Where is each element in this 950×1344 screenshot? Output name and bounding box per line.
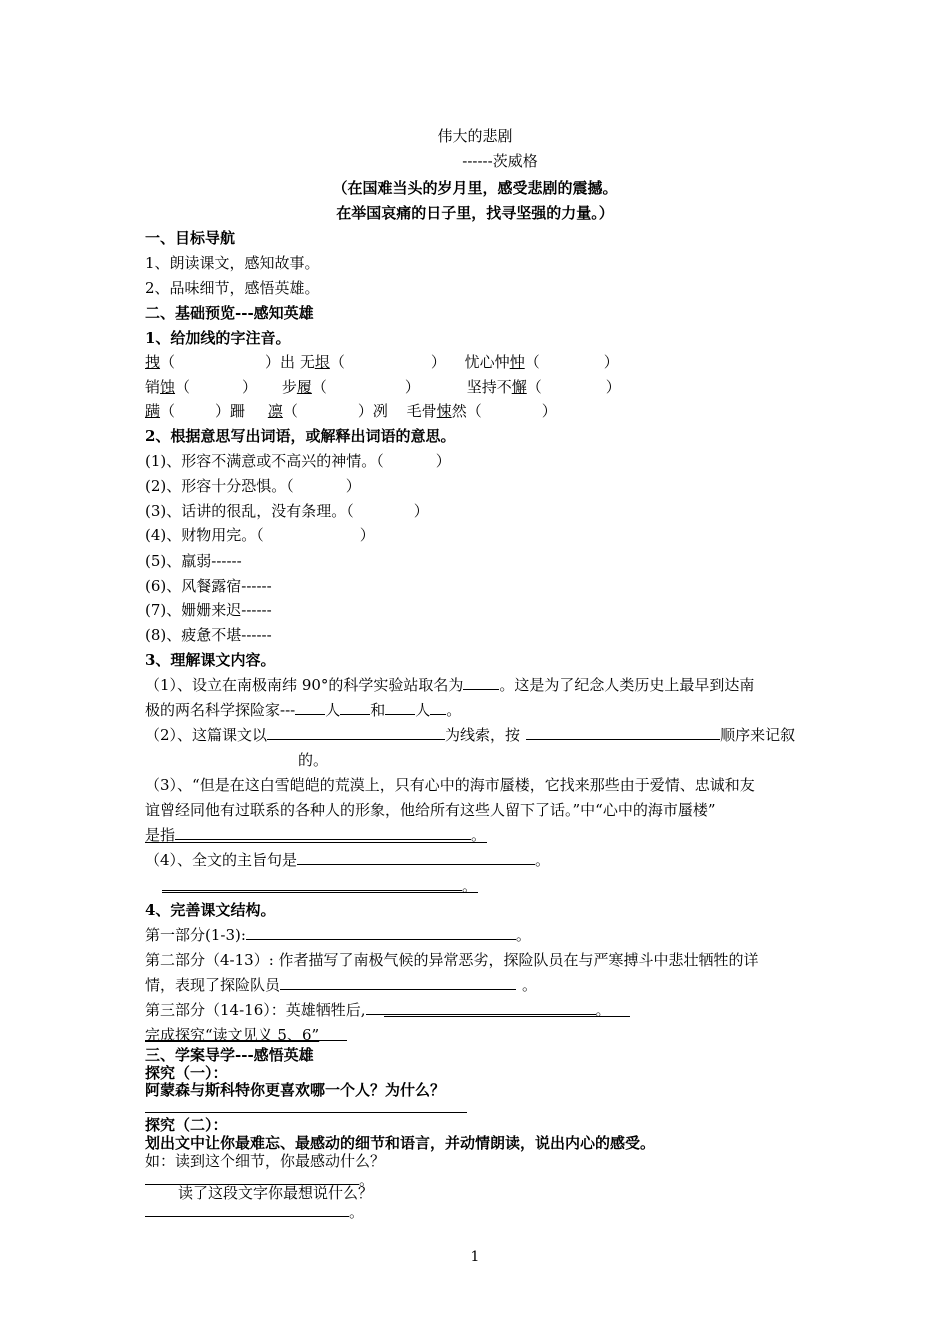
answer-blank[interactable]	[295, 700, 325, 715]
pinyin-char: 懈	[511, 378, 527, 396]
answer-line[interactable]	[145, 1112, 467, 1113]
motto-line-1: （在国难当头的岁月里，感受悲剧的震撼。	[332, 179, 618, 197]
pinyin-char: 垠	[314, 353, 330, 371]
vocab-item: (3)、话讲的很乱，没有条理。（ ）	[145, 502, 429, 520]
question-3-title: 3、理解课文内容。	[145, 651, 276, 669]
structure-part-1: 第一部分(1-3): 。	[145, 926, 531, 944]
page-title: 伟大的悲剧	[437, 127, 513, 145]
explore-2-question: 划出文中让你最难忘、最感动的细节和语言，并动情朗读，说出内心的感受。	[145, 1134, 656, 1152]
explore-2-hint-2: 读了这段文字你最想说什么？	[178, 1184, 374, 1202]
page-number: 1	[470, 1249, 480, 1265]
motto-line-2: 在举国哀痛的日子里，找寻坚强的力量。）	[336, 204, 614, 222]
answer-blank[interactable]	[463, 675, 499, 690]
vocab-item: (7)、姗姗来迟------	[145, 601, 272, 619]
explore-2-answer-2: 。	[145, 1202, 364, 1222]
q3-3-line-3: 是指 。	[145, 826, 487, 844]
section-1-heading: 一、目标导航	[145, 229, 236, 247]
underline-rule	[162, 892, 478, 893]
answer-blank[interactable]	[385, 700, 415, 715]
answer-blank[interactable]	[267, 725, 445, 740]
pinyin-char: 蚀	[160, 378, 176, 396]
q3-1-line-1: （1）、设立在南极南纬 90°的科学实验站取名为 。这是为了纪念人类历史上最早到达南	[145, 676, 755, 694]
q3-4-line-2: 。	[162, 876, 477, 896]
section-3-heading: 三、学案导学---感悟英雄	[145, 1046, 314, 1064]
vocab-item: (1)、形容不满意或不高兴的神情。（ ）	[145, 452, 451, 470]
pinyin-row-1: 拽（ ）出 无垠（ ） 忧心忡忡（ ）	[145, 353, 619, 371]
q3-2-line-1: （2）、这篇课文以 为线索，按 顺序来记叙	[145, 726, 796, 744]
q3-1-line-2: 极的两名科学探险家--- 人 和 人 。	[145, 701, 462, 719]
structure-part-2-line-1: 第二部分（4-13）: 作者描写了南极气候的异常恶劣，探险队员在与严寒搏斗中悲壮牺牲的详	[145, 951, 759, 969]
structure-part-3: 第三部分（14-16）：英雄牺牲后, 。	[145, 1001, 611, 1019]
answer-blank[interactable]	[340, 700, 370, 715]
section-2-heading: 二、基础预览---感知英雄	[145, 304, 314, 322]
pinyin-char: 拽	[145, 353, 161, 371]
pinyin-char: 履	[296, 378, 312, 396]
answer-blank[interactable]	[246, 925, 516, 940]
underline-rule	[145, 1040, 347, 1041]
explore-2-title: 探究（二）：	[145, 1116, 228, 1134]
answer-blank[interactable]	[175, 825, 471, 840]
answer-blank[interactable]	[297, 850, 535, 865]
explore-2-hint-1: 如：读到这个细节，你最感动什么？	[145, 1152, 386, 1170]
q3-3-line-1: （3）、“但是在这白雪皑皑的荒漠上，只有心中的海市蜃楼，它找来那些由于爱情、忠诚和友	[145, 776, 755, 794]
answer-blank[interactable]	[145, 1202, 349, 1217]
underline-rule	[384, 1016, 630, 1017]
question-4-title: 4、完善课文结构。	[145, 901, 276, 919]
explore-1-title: 探究（一）：	[145, 1064, 228, 1082]
question-1-title: 1、给加线的字注音。	[145, 329, 291, 347]
structure-part-2-line-2: 情，表现了探险队员 。	[145, 976, 538, 994]
answer-blank[interactable]	[526, 725, 720, 740]
explore-1-question: 阿蒙森与斯科特你更喜欢哪一个人？为什么？	[145, 1081, 446, 1099]
answer-blank[interactable]	[366, 1000, 596, 1015]
q3-2-line-2: 的。	[298, 751, 329, 769]
pinyin-char: 悚	[436, 402, 452, 420]
pinyin-row-2: 销蚀（ ） 步履（ ） 坚持不懈（ ）	[145, 378, 621, 396]
q3-4-line-1: （4）、全文的主旨句是 。	[145, 851, 551, 869]
explore-note: 完成探究“读文见义 5、6”	[145, 1026, 320, 1044]
author-line: ------茨威格	[462, 152, 538, 170]
pinyin-char: 蹒	[145, 402, 161, 420]
vocab-item: (5)、羸弱------	[145, 552, 242, 570]
pinyin-char: 凛	[267, 402, 283, 420]
goal-item-2: 2、品味细节，感悟英雄。	[145, 279, 320, 297]
pinyin-row-3: 蹒（ ）跚 凛（ ）冽 毛骨悚然（ ）	[145, 402, 557, 420]
vocab-item: (8)、疲惫不堪------	[145, 626, 272, 644]
q3-3-line-2: 谊曾经同他有过联系的各种人的形象，他给所有这些人留下了话。”中“心中的海市蜃楼”	[145, 801, 716, 819]
vocab-item: (2)、形容十分恐惧。（ ）	[145, 477, 361, 495]
pinyin-char: 忡	[509, 353, 525, 371]
answer-blank[interactable]	[280, 975, 516, 990]
vocab-item: (6)、风餐露宿------	[145, 577, 272, 595]
explore-2-answer-1: 。	[145, 1170, 374, 1190]
answer-blank[interactable]	[162, 876, 462, 891]
vocab-item: (4)、财物用完。（ ）	[145, 526, 375, 544]
goal-item-1: 1、朗读课文，感知故事。	[145, 254, 320, 272]
question-2-title: 2、根据意思写出词语，或解释出词语的意思。	[145, 427, 456, 445]
answer-blank[interactable]	[430, 700, 446, 715]
underline-rule	[145, 842, 487, 843]
